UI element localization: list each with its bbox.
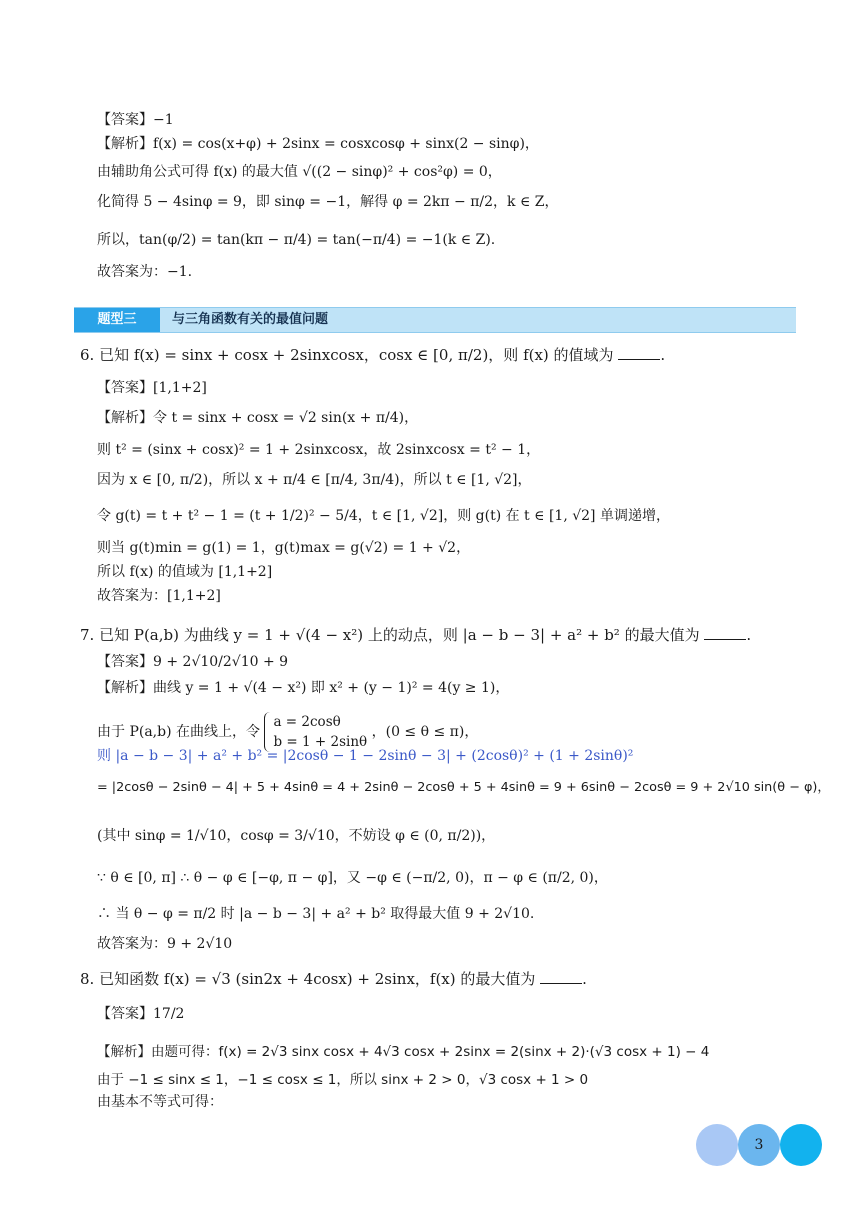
q7-question: 7. 已知 P(a,b) 为曲线 y = 1 + √(4 − x²) 上的动点，则 |a − b − 3| + a² + b² 的最大值为 . — [80, 626, 752, 644]
p5-answer: 【答案】−1 — [97, 112, 174, 128]
q7-analysis-line1: 【解析】曲线 y = 1 + √(4 − x²) 即 x² + (y − 1)² = 4(y ≥ 1)， — [97, 680, 510, 696]
q6-analysis-line3: 因为 x ∈ [0, π/2)，所以 x + π/4 ∈ [π/4, 3π/4)，所以 t ∈ [1, √2]， — [97, 472, 532, 488]
p5-analysis-line3: 化简得 5 − 4sinφ = 9，即 sinφ = −1，解得 φ = 2kπ − π/2，k ∈ Z， — [97, 194, 559, 210]
q6-analysis-line2: 则 t² = (sinx + cosx)² = 1 + 2sinxcosx，故 2sinxcosx = t² − 1， — [97, 442, 541, 458]
page-number: 3 — [738, 1124, 780, 1166]
section-banner — [74, 307, 796, 333]
q6-analysis-line1: 【解析】令 t = sinx + cosx = √2 sin(x + π/4)， — [97, 410, 419, 426]
q6-analysis-line5: 则当 g(t)min = g(1) = 1，g(t)max = g(√2) = 1 + √2， — [97, 540, 471, 556]
q8-analysis-line3: 由基本不等式可得： — [97, 1094, 223, 1110]
p5-analysis-line2: 由辅助角公式可得 f(x) 的最大值 √((2 − sinφ)² + cos²φ) = 0， — [97, 164, 502, 180]
q6-analysis-line6: 所以 f(x) 的值域为 [1,1+2] — [97, 564, 273, 580]
section-tag: 题型三 — [74, 308, 160, 332]
q7-analysis-line3: 则 |a − b − 3| + a² + b² = |2cosθ − 1 − 2sinθ − 3| + (2cosθ)² + (1 + 2sinθ)² — [97, 748, 634, 764]
q6-conclusion: 故答案为：[1,1+2] — [97, 588, 221, 604]
q7-analysis-line5: (其中 sinφ = 1/√10，cosφ = 3/√10，不妨设 φ ∈ (0, π/2))， — [97, 828, 496, 844]
q7-analysis-line4: = |2cosθ − 2sinθ − 4| + 5 + 4sinθ = 4 + 2sinθ − 2cosθ + 5 + 4sinθ = 9 + 6sinθ − 2cosθ = 9 + 2√10 sin(θ − φ)， — [97, 780, 831, 795]
q6-analysis-line4: 令 g(t) = t + t² − 1 = (t + 1/2)² − 5/4，t ∈ [1, √2]，则 g(t) 在 t ∈ [1, √2] 单调递增， — [97, 508, 670, 524]
q7-analysis-line7: ∴ 当 θ − φ = π/2 时 |a − b − 3| + a² + b² 取得最大值 9 + 2√10. — [97, 906, 535, 922]
q7-param-system: a = 2cosθ b = 1 + 2sinθ — [264, 712, 367, 752]
q6-answer: 【答案】[1,1+2] — [97, 380, 207, 396]
page-circle-1 — [696, 1124, 738, 1166]
q8-analysis-line1: 【解析】由题可得：f(x) = 2√3 sinx cosx + 4√3 cosx + 2sinx = 2(sinx + 2)·(√3 cosx + 1) − 4 — [97, 1044, 710, 1060]
section-title: 与三角函数有关的最值问题 — [172, 312, 329, 327]
p5-conclusion: 故答案为：−1. — [97, 264, 193, 280]
q7-answer: 【答案】9 + 2√10/2√10 + 9 — [97, 654, 289, 670]
q8-answer: 【答案】17/2 — [97, 1006, 185, 1022]
q8-analysis-line2: 由于 −1 ≤ sinx ≤ 1，−1 ≤ cosx ≤ 1，所以 sinx + 2 > 0，√3 cosx + 1 > 0 — [97, 1072, 589, 1088]
q7-analysis-line2: 由于 P(a,b) 在曲线上，令 a = 2cosθ b = 1 + 2sinθ ，(0 ≤ θ ≤ π)， — [97, 714, 479, 750]
q7-analysis-line6: ∵ θ ∈ [0, π] ∴ θ − φ ∈ [−φ, π − φ]，又 −φ ∈ (−π/2, 0)，π − φ ∈ (π/2, 0)， — [97, 870, 608, 886]
p5-analysis-line1: 【解析】f(x) = cos(x+φ) + 2sinx = cosxcosφ + sinx(2 − sinφ)， — [97, 136, 539, 152]
q6-question: 6. 已知 f(x) = sinx + cosx + 2sinxcosx，cosx ∈ [0, π/2)，则 f(x) 的值域为 . — [80, 346, 666, 364]
q8-question: 8. 已知函数 f(x) = √3 (sin2x + 4cosx) + 2sinx，f(x) 的最大值为 . — [80, 970, 587, 988]
p5-analysis-line4: 所以，tan(φ/2) = tan(kπ − π/4) = tan(−π/4) = −1(k ∈ Z). — [97, 232, 496, 248]
page-circle-3 — [780, 1124, 822, 1166]
q7-conclusion: 故答案为：9 + 2√10 — [97, 936, 233, 952]
